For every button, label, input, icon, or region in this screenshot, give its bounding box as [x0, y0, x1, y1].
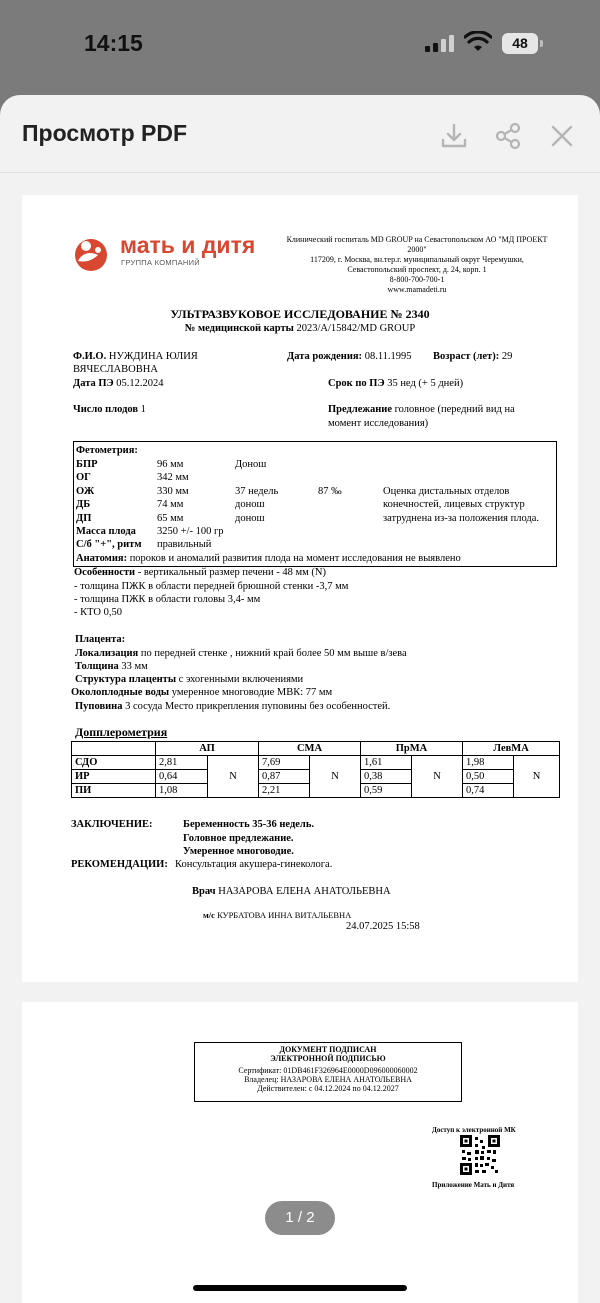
placenta-struct-value: с эхогенными включениями — [178, 674, 304, 685]
table-cell: ПИ — [72, 784, 156, 798]
fio-value-2: ВЯЧЕСЛАВОВНА — [73, 364, 158, 375]
fio-label: Ф.И.О. — [73, 351, 107, 362]
hospital-site: www.mamadeti.ru — [387, 285, 447, 294]
heart-label: С/б "+", ритм — [76, 539, 142, 550]
hospital-address: 117209, г. Москва, вн.тер.г. муниципальный округ Черемушки, — [310, 255, 524, 264]
doctor-label: Врач — [192, 886, 216, 897]
table-cell: 0,50 — [463, 770, 514, 784]
pe-date-value: 05.12.2024 — [116, 378, 164, 389]
download-icon[interactable] — [439, 121, 469, 151]
nurse-label: м/с — [203, 910, 215, 920]
fetometry-value: 342 мм — [157, 472, 189, 483]
term-line — [328, 377, 463, 390]
table-cell — [72, 742, 156, 756]
hospital-name: Клинический госпиталь MD GROUP на Севастопольском АО "МД ПРОЕКТ 2000" — [286, 235, 548, 254]
logo-subtitle: ГРУППА КОМПАНИЙ — [121, 258, 200, 267]
fetometry-term: 37 недель — [235, 486, 279, 497]
valid-line: Действителен: с 04.12.2024 по 04.12.2027 — [257, 1084, 399, 1093]
table-header: ПрМА — [361, 742, 463, 756]
cord-value: 3 сосуда Место прикрепления пуповины без особенностей. — [125, 701, 391, 712]
table-cell: 7,69 — [259, 756, 310, 770]
owner-line: Владелец: НАЗАРОВА ЕЛЕНА АНАТОЛЬЕВНА — [244, 1075, 412, 1084]
table-header: АП — [156, 742, 259, 756]
medcard-label: № медицинской карты — [184, 323, 294, 334]
fio-value: НУЖДИНА ЮЛИЯ — [108, 351, 198, 362]
logo-name: мать и дитя — [120, 232, 256, 258]
pdf-page-1 — [22, 195, 578, 982]
fetometry-name: ОГ — [76, 472, 91, 483]
viewer-header — [0, 95, 600, 173]
fetometry-percentile: 87 ‰ — [318, 486, 342, 497]
fetometry-name: ДП — [76, 513, 92, 524]
status-time: 14:15 — [84, 30, 143, 56]
doppler-table — [71, 741, 560, 798]
presentation-line — [328, 403, 515, 416]
conclusion-line: Умеренное многоводие. — [183, 846, 294, 857]
water-value: умеренное многоводие МВК: 77 мм — [171, 687, 333, 698]
pe-date-label: Дата ПЭ — [73, 378, 114, 389]
dob-value: 08.11.1995 — [364, 351, 412, 362]
fetus-count-label: Число плодов — [73, 404, 139, 415]
signal-icon — [425, 34, 455, 52]
fetometry-term: донош — [235, 499, 265, 510]
table-row — [72, 742, 560, 756]
fetometry-value: 65 мм — [157, 513, 184, 524]
viewer-title: Просмотр PDF — [22, 120, 188, 146]
table-cell: СДО — [72, 756, 156, 770]
conclusion-label: ЗАКЛЮЧЕНИЕ: — [71, 819, 153, 830]
fetometry-note: затруднена из-за положения плода. — [383, 513, 540, 524]
term-value: 35 нед (+ 5 дней) — [387, 378, 464, 389]
mass-label: Масса плода — [76, 526, 136, 537]
fetometry-value: 74 мм — [157, 499, 184, 510]
wifi-icon — [464, 31, 492, 53]
placenta-struct-line — [75, 673, 303, 686]
placenta-loc-line — [75, 647, 407, 660]
placenta-loc-value: по передней стенке , нижний край более 50 мм выше в/зева — [140, 648, 407, 659]
table-cell: N — [514, 756, 560, 798]
hospital-address-2: Севастопольский проспект, д. 24, корп. 1 — [347, 265, 487, 274]
table-header: СМА — [259, 742, 361, 756]
placenta-thick-label: Толщина — [75, 661, 119, 672]
pe-date-line — [73, 377, 164, 390]
hospital-phone: 8-800-700-700-1 — [389, 275, 445, 284]
qr-caption: Приложение Мать и Дитя — [432, 1181, 515, 1189]
conclusion-line: Головное предлежание. — [183, 833, 294, 844]
table-cell: 0,59 — [361, 784, 412, 798]
signed-title-2: ЭЛЕКТРОННОЙ ПОДПИСЬЮ — [270, 1054, 386, 1063]
heart-value: правильный — [157, 539, 212, 550]
table-cell: ИР — [72, 770, 156, 784]
fetus-count-value: 1 — [140, 404, 146, 415]
cord-label: Пуповина — [75, 701, 123, 712]
fetometry-name: ОЖ — [76, 486, 95, 497]
table-cell: 1,98 — [463, 756, 514, 770]
doc-title: УЛЬТРАЗВУКОВОЕ ИССЛЕДОВАНИЕ № 2340 — [170, 307, 430, 321]
placenta-loc-label: Локализация — [75, 648, 139, 659]
fetometry-term: донош — [235, 513, 265, 524]
anatomy-line — [76, 552, 461, 565]
features-value: - вертикальный размер печени - 48 мм (N) — [137, 567, 326, 578]
mother-child-logo-icon — [72, 234, 110, 272]
fetometry-header: Фетометрия: — [76, 445, 138, 456]
medcard-value: 2023/А/15842/MD GROUP — [296, 323, 416, 334]
mass-value: 3250 +/- 100 гр — [157, 526, 224, 537]
dob-line — [287, 350, 412, 363]
anatomy-label: Анатомия: — [76, 553, 128, 564]
signed-title: ДОКУМЕНТ ПОДПИСАН — [279, 1045, 377, 1054]
age-label: Возраст (лет): — [433, 351, 500, 362]
fetometry-name: БПР — [76, 459, 98, 470]
table-cell: 0,74 — [463, 784, 514, 798]
table-cell: 0,38 — [361, 770, 412, 784]
table-cell: 0,87 — [259, 770, 310, 784]
table-cell: N — [310, 756, 361, 798]
features-line-4: - КТО 0,50 — [74, 607, 122, 618]
features-line-3: - толщина ПЖК в области головы 3,4- мм — [74, 594, 261, 605]
table-cell: 2,21 — [259, 784, 310, 798]
features-line — [74, 566, 326, 579]
features-label: Особенности — [74, 567, 136, 578]
nurse-value: КУРБАТОВА ИННА ВИТАЛЬЕВНА — [217, 910, 352, 920]
e-signature-stamp — [194, 1042, 462, 1102]
report-datetime: 24.07.2025 15:58 — [346, 921, 420, 932]
doctor-line — [192, 885, 391, 898]
placenta-thick-value: 33 мм — [121, 661, 148, 672]
fetometry-note: Оценка дистальных отделов — [383, 486, 510, 497]
qr-title: Доступ к электронной МК — [432, 1126, 516, 1134]
hospital-info — [277, 235, 557, 295]
status-bar — [0, 0, 600, 95]
cord-line — [75, 700, 390, 713]
battery-tip — [540, 40, 543, 47]
recommend-label: РЕКОМЕНДАЦИИ: — [71, 859, 168, 870]
battery-indicator: 48 — [502, 33, 538, 54]
medcard-line — [22, 322, 578, 335]
nurse-line — [203, 909, 351, 922]
table-cell: 2,81 — [156, 756, 208, 770]
fio-line — [73, 350, 198, 363]
age-line — [433, 350, 512, 363]
qr-code-icon[interactable] — [460, 1135, 500, 1175]
age-value: 29 — [501, 351, 513, 362]
anatomy-value: пороков и аномалий развития плода на момент исследования не выявлено — [129, 553, 461, 564]
home-indicator[interactable] — [193, 1285, 407, 1291]
table-cell: N — [208, 756, 259, 798]
fetus-count-line — [73, 403, 146, 416]
presentation-value: головное (передний вид на — [394, 404, 515, 415]
share-icon[interactable] — [493, 121, 523, 151]
doctor-value: НАЗАРОВА ЕЛЕНА АНАТОЛЬЕВНА — [218, 886, 391, 897]
presentation-value-2: момент исследования) — [328, 418, 429, 429]
presentation-label: Предлежание — [328, 404, 393, 415]
doppler-title: Допплерометрия — [75, 725, 168, 739]
table-cell: N — [412, 756, 463, 798]
fetometry-value: 96 мм — [157, 459, 184, 470]
table-cell: 1,08 — [156, 784, 208, 798]
pdf-page-2 — [22, 1002, 578, 1303]
fetometry-note: конечностей, лицевых структур — [383, 499, 525, 510]
page-indicator: 1 / 2 — [265, 1201, 335, 1235]
close-icon[interactable] — [547, 121, 577, 151]
table-cell: 1,61 — [361, 756, 412, 770]
table-cell: 0,64 — [156, 770, 208, 784]
dob-label: Дата рождения: — [287, 351, 363, 362]
fetometry-term: Донош — [235, 459, 267, 470]
term-label: Срок по ПЭ — [328, 378, 385, 389]
fetometry-value: 330 мм — [157, 486, 189, 497]
table-row — [72, 756, 560, 770]
cert-line: Сертификат: 01DB461F326964E0000D096000060002 — [238, 1066, 418, 1075]
placenta-struct-label: Структура плаценты — [75, 674, 177, 685]
recommend-value: Консультация акушера-гинеколога. — [175, 859, 333, 870]
features-line-2: - толщина ПЖК в области передней брюшной стенки -3,7 мм — [74, 581, 349, 592]
fetometry-name: ДБ — [76, 499, 91, 510]
water-line — [71, 686, 332, 699]
placenta-thick-line — [75, 660, 148, 673]
water-label: Околоплодные воды — [71, 687, 170, 698]
placenta-header: Плацента: — [75, 634, 126, 645]
conclusion-line: Беременность 35-36 недель. — [183, 819, 314, 830]
table-header: ЛевМА — [463, 742, 560, 756]
